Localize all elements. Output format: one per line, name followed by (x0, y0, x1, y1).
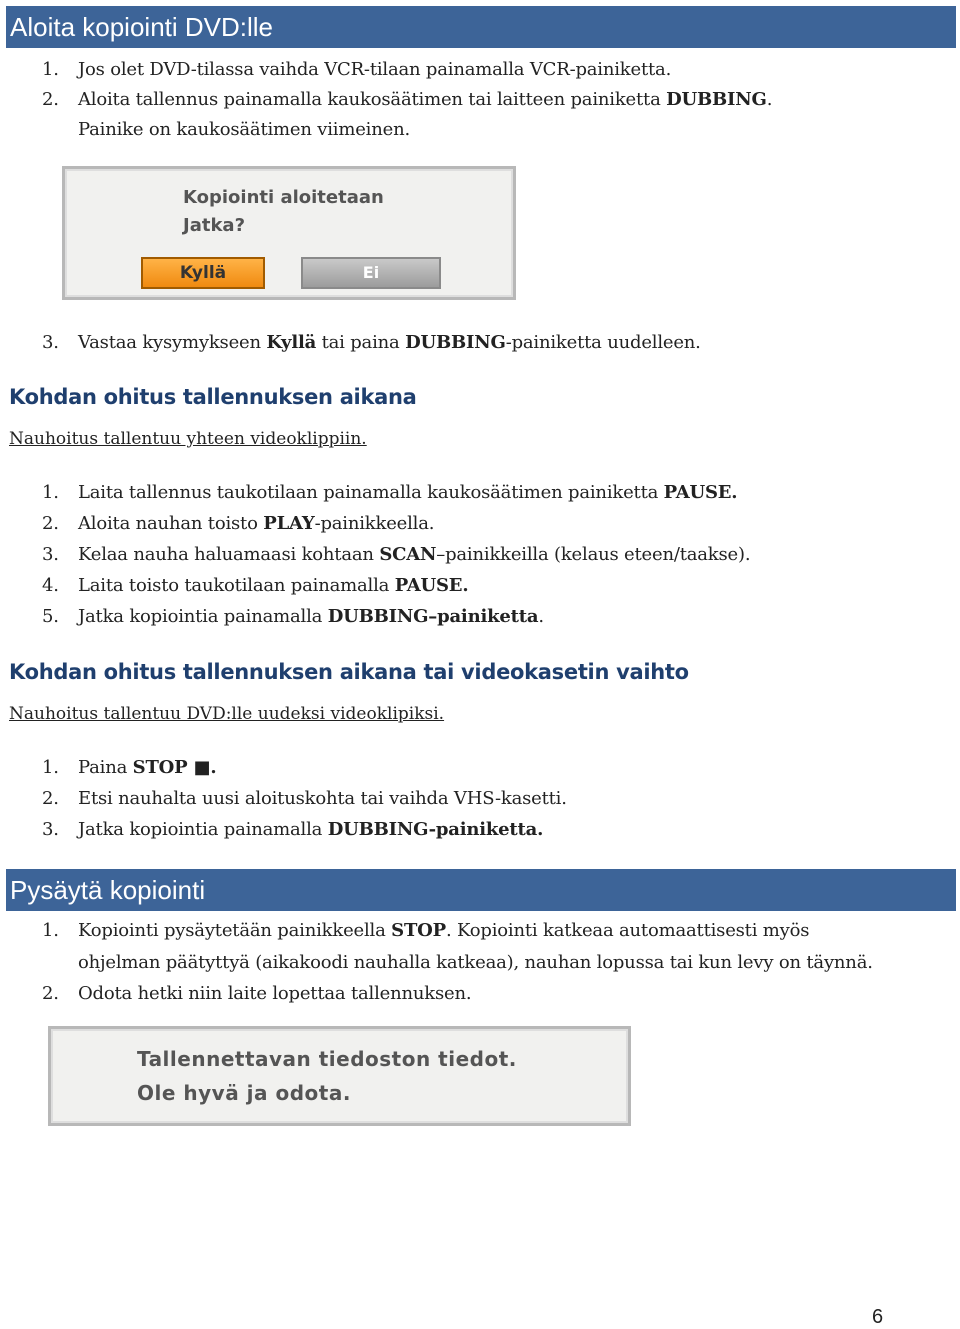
section-note: Nauhoitus tallentuu yhteen videoklippiin. (9, 429, 367, 449)
section-heading-skip-or-change-tape: Kohdan ohitus tallennuksen aikana tai videokasetin vaihto (9, 660, 689, 684)
yes-button: Kyllä (141, 257, 265, 289)
section-heading-skip-during-recording: Kohdan ohitus tallennuksen aikana (9, 385, 417, 409)
dialog-question: Jatka? (183, 215, 246, 236)
dialog-message: Tallennettavan tiedoston tiedot. (137, 1047, 517, 1071)
confirm-copy-dialog-image (62, 166, 516, 300)
section-heading-start-copy: Aloita kopiointi DVD:lle (6, 6, 956, 48)
list-item-continuation: ohjelman päätyttyä (aikakoodi nauhalla katkeaa), nauhan lopussa tai kun levy on täynnä. (78, 952, 873, 973)
list-item-continuation: Painike on kaukosäätimen viimeinen. (78, 119, 410, 140)
saving-info-dialog-image (48, 1026, 631, 1126)
page-number: 6 (872, 1306, 884, 1328)
dialog-wait-message: Ole hyvä ja odota. (137, 1081, 351, 1105)
dialog-title: Kopiointi aloitetaan (183, 187, 384, 208)
no-button: Ei (301, 257, 441, 289)
section-heading-stop-copy: Pysäytä kopiointi (6, 869, 956, 911)
section-note: Nauhoitus tallentuu DVD:lle uudeksi videoklipiksi. (9, 704, 445, 724)
